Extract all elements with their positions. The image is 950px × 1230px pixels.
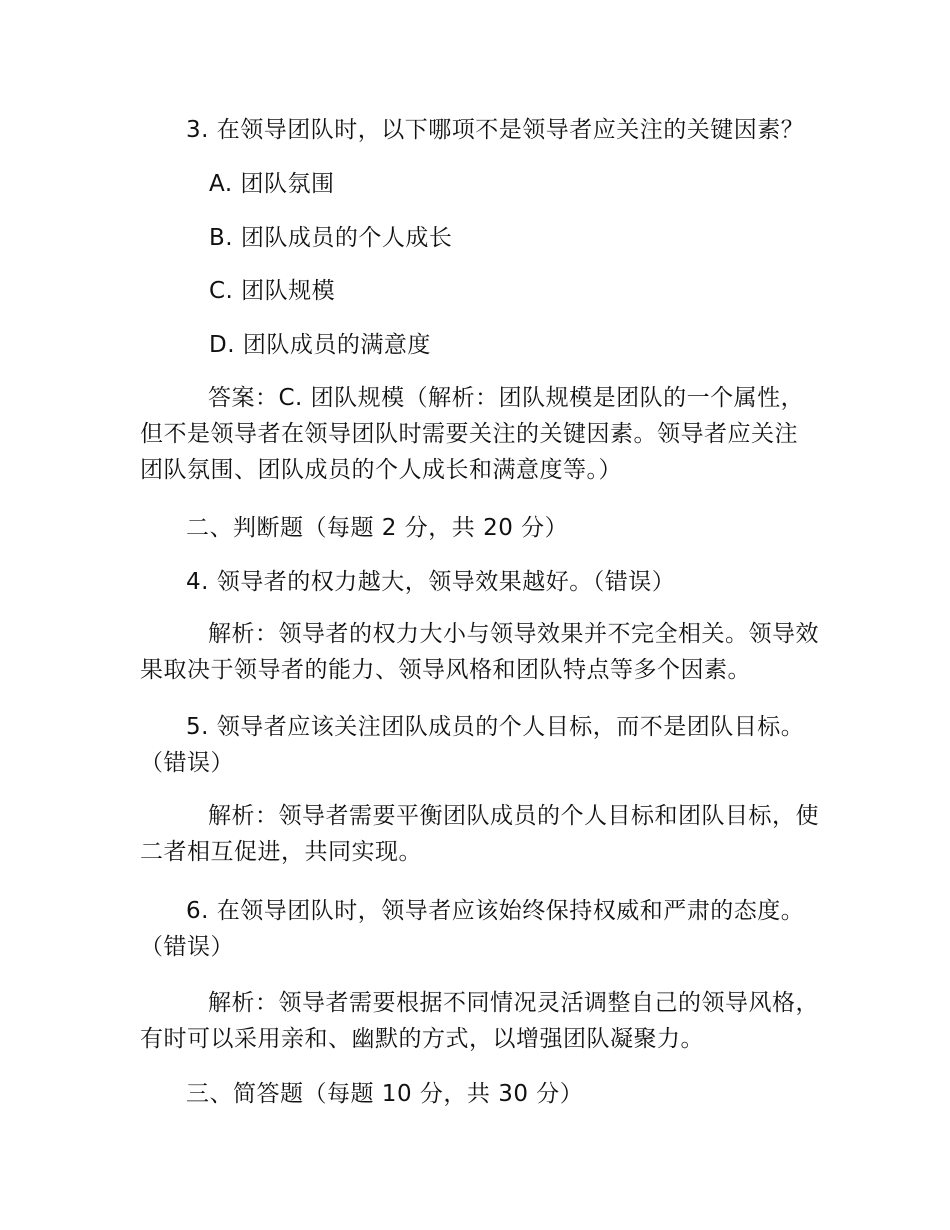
section-2-heading: 二、判断题（每题 2 分，共 20 分） [186, 515, 569, 541]
question-4-stem: 4. 领导者的权力越大，领导效果越好。（错误） [186, 569, 676, 595]
question-5-stem-line1: 5. 领导者应该关注团队成员的个人目标，而不是团队目标。 [186, 714, 805, 740]
question-3-option-c: C. 团队规模 [209, 278, 336, 304]
question-6-stem-line2: （错误） [140, 934, 234, 960]
question-5-stem-line2: （错误） [140, 750, 234, 776]
question-5-analysis: 解析：领导者需要平衡团队成员的个人目标和团队目标，使二者相互促进，共同实现。 [140, 803, 819, 865]
question-3-option-d: D. 团队成员的满意度 [209, 332, 431, 358]
section-3-heading: 三、简答题（每题 10 分，共 30 分） [186, 1081, 584, 1107]
question-4-analysis: 解析：领导者的权力大小与领导效果并不完全相关。领导效果取决于领导者的能力、领导风格和团队特点等多个因素。 [140, 621, 819, 683]
question-3-stem: 3. 在领导团队时，以下哪项不是领导者应关注的关键因素？ [186, 117, 805, 143]
question-3-option-a: A. 团队氛围 [209, 171, 335, 197]
question-6-stem-line1: 6. 在领导团队时，领导者应该始终保持权威和严肃的态度。 [186, 898, 805, 924]
question-3-answer: 答案：C. 团队规模（解析：团队规模是团队的一个属性，但不是领导者在领导团队时需要关注的关键因素。领导者应关注团队氛围、团队成员的个人成长和满意度等。） [140, 385, 805, 483]
question-6-analysis: 解析：领导者需要根据不同情况灵活调整自己的领导风格，有时可以采用亲和、幽默的方式，以增强团队凝聚力。 [140, 990, 819, 1052]
question-3-option-b: B. 团队成员的个人成长 [209, 225, 453, 251]
